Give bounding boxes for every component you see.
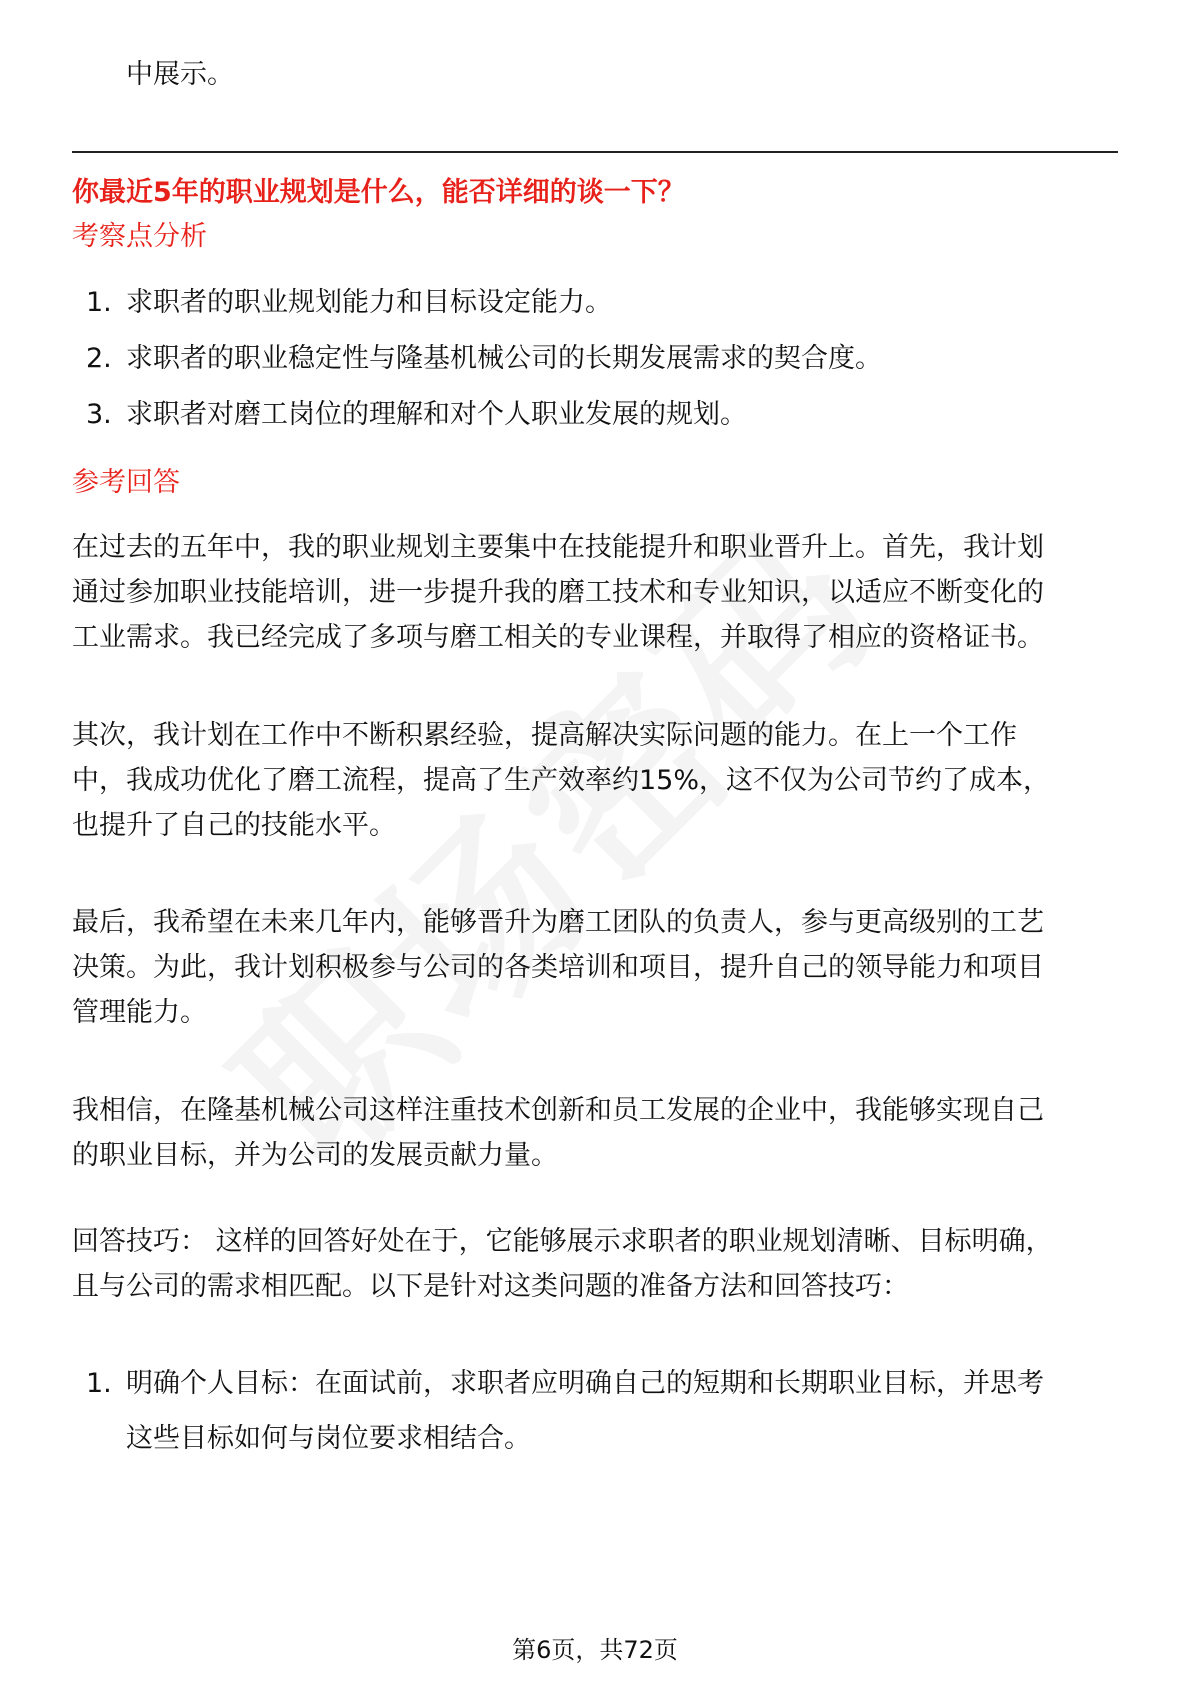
paragraph-line: 管理能力。 xyxy=(72,997,207,1028)
paragraph-line: 决策。为此，我计划积极参与公司的各类培训和项目，提升自己的领导能力和项目 xyxy=(72,952,1044,983)
paragraph-line: 其次，我计划在工作中不断积累经验，提高解决实际问题的能力。在上一个工作 xyxy=(72,720,1017,751)
list-item xyxy=(86,280,882,336)
tips-list xyxy=(86,1356,1044,1466)
list-item-text: 求职者对磨工岗位的理解和对个人职业发展的规划。 xyxy=(126,399,747,430)
answer-paragraph-4 xyxy=(72,1088,1122,1178)
list-item-number: 3. xyxy=(86,399,112,430)
answer-paragraph-3 xyxy=(72,900,1122,1035)
list-item-text xyxy=(126,1356,1044,1466)
paragraph-line: 最后，我希望在未来几年内，能够晋升为磨工团队的负责人，参与更高级别的工艺 xyxy=(72,907,1044,938)
paragraph-line: 也提升了自己的技能水平。 xyxy=(72,810,396,841)
paragraph-line: 明确个人目标：在面试前，求职者应明确自己的短期和长期职业目标，并思考 xyxy=(126,1368,1044,1399)
list-item-text: 求职者的职业稳定性与隆基机械公司的长期发展需求的契合度。 xyxy=(126,343,882,374)
list-item xyxy=(86,336,882,392)
answer-paragraph-2 xyxy=(72,713,1122,848)
list-item-number: 1. xyxy=(86,1368,112,1399)
paragraph-line: 这些目标如何与岗位要求相结合。 xyxy=(126,1423,531,1454)
paragraph-line: 且与公司的需求相匹配。以下是针对这类问题的准备方法和回答技巧： xyxy=(72,1271,909,1302)
continuation-text: 中展示。 xyxy=(126,59,234,90)
paragraph-line: 我相信，在隆基机械公司这样注重技术创新和员工发展的企业中，我能够实现自己 xyxy=(72,1095,1044,1126)
paragraph-line: 中，我成功优化了磨工流程，提高了生产效率约15%，这不仅为公司节约了成本， xyxy=(72,765,1051,796)
paragraph-line: 在过去的五年中，我的职业规划主要集中在技能提升和职业晋升上。首先，我计划 xyxy=(72,532,1044,563)
tips-intro xyxy=(72,1219,1122,1309)
answer-paragraph-1 xyxy=(72,525,1122,660)
paragraph-line: 工业需求。我已经完成了多项与磨工相关的专业课程，并取得了相应的资格证书。 xyxy=(72,622,1044,653)
question-heading: 你最近5年的职业规划是什么，能否详细的谈一下？ xyxy=(72,177,685,208)
answer-heading: 参考回答 xyxy=(72,467,180,498)
divider xyxy=(72,151,1118,153)
list-item-text: 求职者的职业规划能力和目标设定能力。 xyxy=(126,287,612,318)
analysis-list xyxy=(86,280,882,448)
list-item xyxy=(86,1356,1044,1466)
analysis-heading: 考察点分析 xyxy=(72,221,207,252)
list-item-number: 1. xyxy=(86,287,112,318)
paragraph-line: 回答技巧： 这样的回答好处在于，它能够展示求职者的职业规划清晰、目标明确， xyxy=(72,1226,1053,1257)
list-item-number: 2. xyxy=(86,343,112,374)
paragraph-line: 的职业目标，并为公司的发展贡献力量。 xyxy=(72,1140,558,1171)
list-item xyxy=(86,392,882,448)
page-footer: 第6页，共72页 xyxy=(512,1636,678,1664)
paragraph-line: 通过参加职业技能培训，进一步提升我的磨工技术和专业知识，以适应不断变化的 xyxy=(72,577,1044,608)
